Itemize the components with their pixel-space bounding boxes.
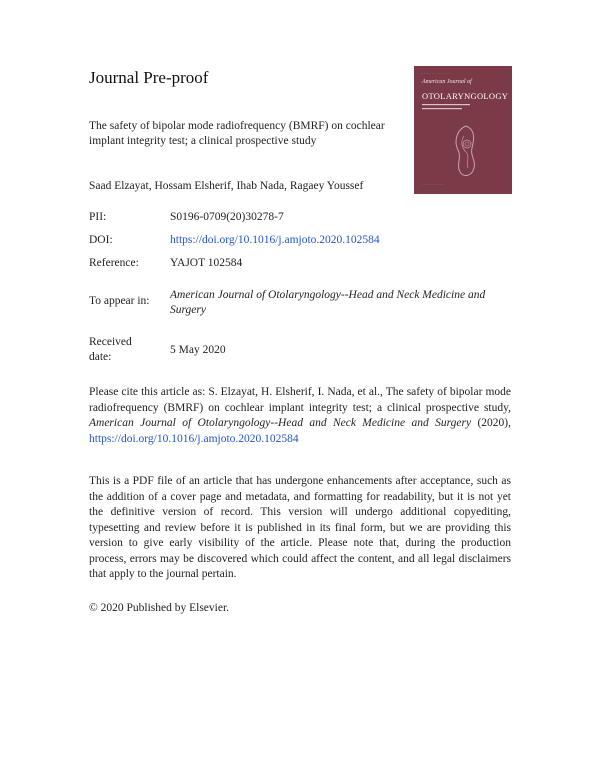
copyright-line: © 2020 Published by Elsevier. <box>89 602 230 614</box>
received-label-line1: Received <box>89 336 132 348</box>
pre-proof-notice: This is a PDF file of an article that has undergone enhancements after acceptance, such as the addition of a cover page and metadata, and formatting for readability, but it is not yet the definitive version of record. This version will undergo additional copyediting, typesetting and review before it is published in its final form, but we are providing this version to give early visibility of the article. Please note that, during the production process, errors may be discovered which could affect the content, and all legal disclaimers that apply to the journal pertain. <box>89 475 511 580</box>
citation-paragraph <box>89 385 511 447</box>
citation-year: (2020), <box>477 417 511 429</box>
citation-journal: American Journal of Otolaryngology--Head and Neck Medicine and Surgery <box>89 417 472 429</box>
citation-doi-link[interactable]: https://doi.org/10.1016/j.amjoto.2020.102584 <box>89 432 299 445</box>
page-header-title: Journal Pre-proof <box>89 68 209 87</box>
appear-in-label: To appear in: <box>89 295 150 307</box>
doi-label: DOI: <box>89 234 113 246</box>
article-authors: Saad Elzayat, Hossam Elsherif, Ihab Nada, Ragaey Youssef <box>89 180 364 192</box>
cover-subtitle-lines <box>422 103 482 115</box>
cochlea-illustration-icon <box>448 122 484 180</box>
cover-footer-line: · · · · · · · · · · · <box>422 183 444 187</box>
cover-masthead-line: · · · · · · · · · · · · <box>422 72 451 76</box>
received-label-line2: date: <box>89 351 112 363</box>
cover-big-title: OTOLARYNGOLOGY <box>422 91 509 101</box>
reference-value: YAJOT 102584 <box>170 257 243 269</box>
pii-label: PII: <box>89 211 107 223</box>
article-title: The safety of bipolar mode radiofrequency (BMRF) on cochlear implant integrity test; a clinical prospective study <box>89 120 385 147</box>
doi-link[interactable]: https://doi.org/10.1016/j.amjoto.2020.102584 <box>170 234 380 246</box>
cover-subtitle-strokes <box>422 103 482 113</box>
appear-in-journal: American Journal of Otolaryngology--Head and Neck Medicine and Surgery <box>170 289 486 316</box>
reference-label: Reference: <box>89 257 139 269</box>
received-date: 5 May 2020 <box>170 344 226 356</box>
pii-value: S0196-0709(20)30278-7 <box>170 211 284 223</box>
journal-cover-image <box>414 66 512 194</box>
cover-small-title: American Journal of <box>422 79 472 85</box>
citation-prefix: Please cite this article as: S. Elzayat, H. Elsherif, I. Nada, et al., The safety of bipolar mode radiofrequency (BMRF) on cochlear implant integrity test; a clinical prospective study, <box>89 386 511 414</box>
